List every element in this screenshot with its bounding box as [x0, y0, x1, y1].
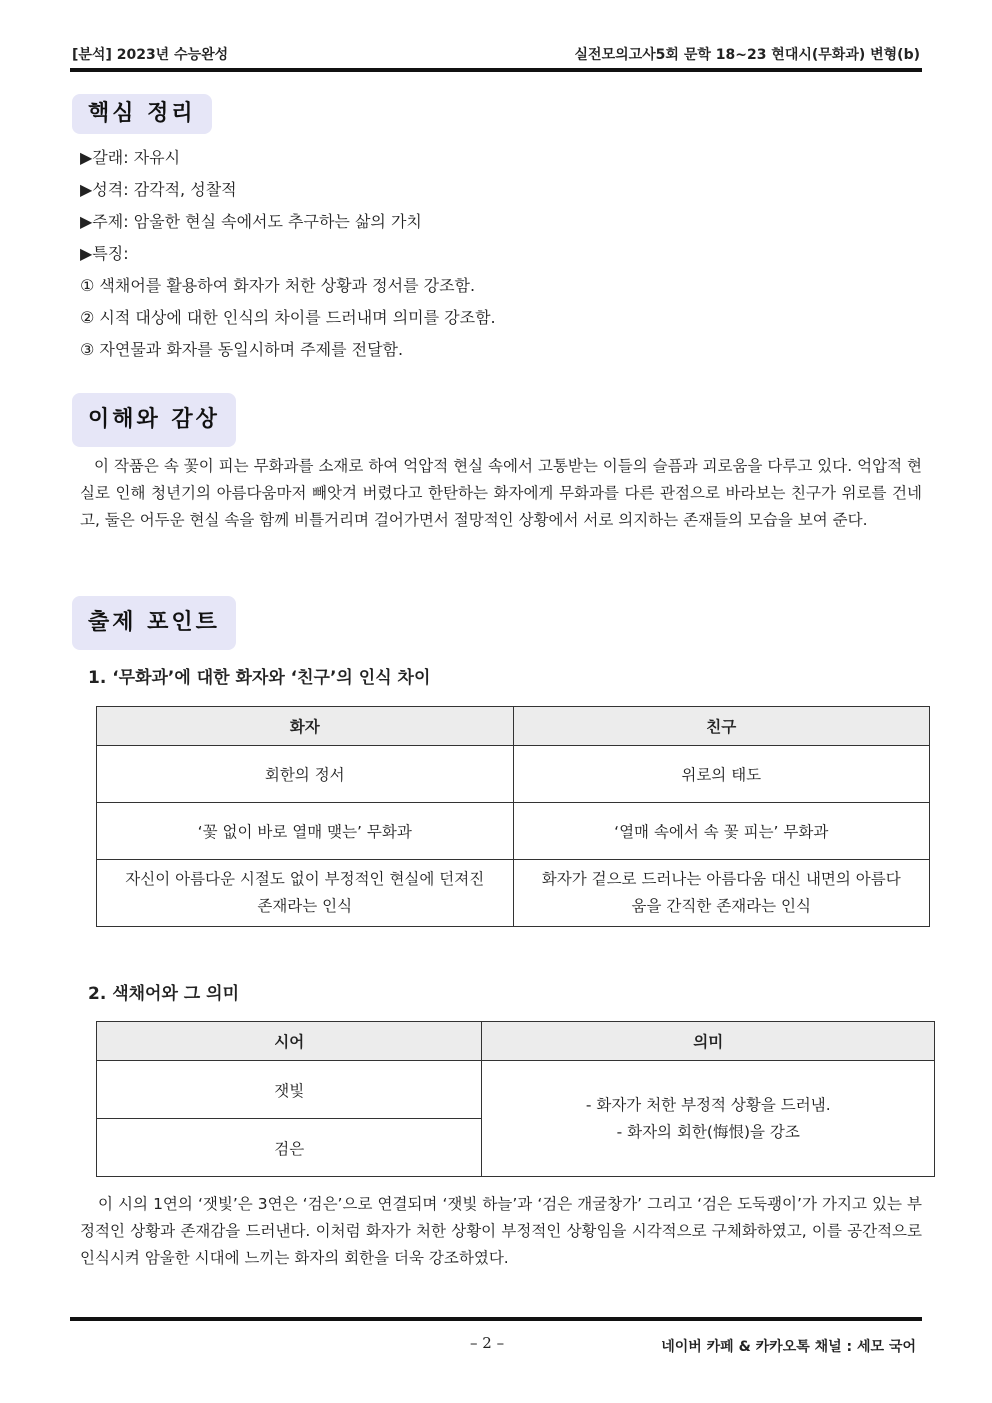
- header-left: [분석] 2023년 수능완성: [72, 47, 229, 63]
- appreciation-paragraph: 이 작품은 속 꽃이 피는 무화과를 소재로 하여 억압적 현실 속에서 고통받는 이들의 슬픔과 괴로움을 다루고 있다. 억압적 현실로 인해 청년기의 아름다움마저 빼앗겨 버렸다고 한탄하는 화자에게 무화과를 다른 관점으로 바라보는 친구가 위로를 건네고, 둘은 어두운 현실 속을 함께 비틀거리며 걸어가면서 절망적인 상황에서 서로 의지하는 존재들의 모습을 보여 준다.: [80, 457, 922, 529]
- points-paragraph: 이 시의 1연의 ‘잿빛’은 3연은 ‘검은’으로 연결되며 ‘잿빛 하늘’과 ‘검은 개굴창가’ 그리고 ‘검은 도둑괭이’가 가지고 있는 부정적인 상황과 존재감을 드러낸다. 이처럼 화자가 처한 상황이 부정적인 상황임을 시각적으로 구체화하였고, 이를 공간적으로 인식시켜 암울한 시대에 느끼는 화자의 회한을 더욱 강조하였다.: [80, 1195, 922, 1267]
- footer-divider: [70, 1317, 922, 1321]
- summary-feature-2: ② 시적 대상에 대한 인식의 차이를 드러내며 의미를 강조함.: [80, 308, 496, 327]
- summary-list: [80, 146, 496, 370]
- summary-genre: ▶갈래: 자유시: [80, 148, 181, 167]
- table-cell: ‘열매 속에서 속 꽃 피는’ 무화과: [513, 803, 930, 860]
- color-word-table: [96, 1021, 935, 1177]
- meaning-line-1: - 화자가 처한 부정적 상황을 드러냄.: [585, 1095, 831, 1114]
- section-title-summary: 핵심 정리: [72, 94, 212, 134]
- perception-table: [96, 706, 930, 927]
- summary-feature-1: ① 색채어를 활용하여 화자가 처한 상황과 정서를 강조함.: [80, 276, 476, 295]
- summary-feature-3: ③ 자연물과 화자를 동일시하며 주제를 전달함.: [80, 340, 404, 359]
- point-2-heading: 2. 색채어와 그 의미: [88, 984, 239, 1004]
- header-divider: [70, 68, 922, 72]
- column-header-meaning: 의미: [482, 1022, 935, 1061]
- meaning-cell: [482, 1061, 935, 1177]
- word-cell-ash: 잿빛: [97, 1061, 482, 1119]
- section-title-points: 출제 포인트: [72, 596, 236, 650]
- table-cell: 위로의 태도: [513, 746, 930, 803]
- section-title-appreciation: 이해와 감상: [72, 393, 236, 447]
- footer-channel: 네이버 카페 & 카카오톡 채널 : 세모 국어: [661, 1339, 916, 1355]
- point-1-heading: 1. ‘무화과’에 대한 화자와 ‘친구’의 인식 차이: [88, 668, 431, 688]
- word-cell-black: 검은: [97, 1119, 482, 1177]
- table-cell: 회한의 정서: [97, 746, 514, 803]
- column-header-friend: 친구: [513, 707, 930, 746]
- meaning-line-2: - 화자의 회한(悔恨)을 강조: [616, 1122, 800, 1141]
- header-right: 실전모의고사5회 문학 18~23 현대시(무화과) 변형(b): [574, 47, 920, 63]
- table-cell: ‘꽃 없이 바로 열매 맺는’ 무화과: [97, 803, 514, 860]
- column-header-speaker: 화자: [97, 707, 514, 746]
- page-number: – 2 –: [470, 1334, 505, 1352]
- summary-character: ▶성격: 감각적, 성찰적: [80, 180, 237, 199]
- summary-features-label: ▶특징:: [80, 244, 129, 263]
- table-cell: 화자가 겉으로 드러나는 아름다움 대신 내면의 아름다움을 간직한 존재라는 인식: [513, 860, 930, 927]
- table-cell: 자신이 아름다운 시절도 없이 부정적인 현실에 던져진 존재라는 인식: [97, 860, 514, 927]
- column-header-word: 시어: [97, 1022, 482, 1061]
- summary-theme: ▶주제: 암울한 현실 속에서도 추구하는 삶의 가치: [80, 212, 422, 231]
